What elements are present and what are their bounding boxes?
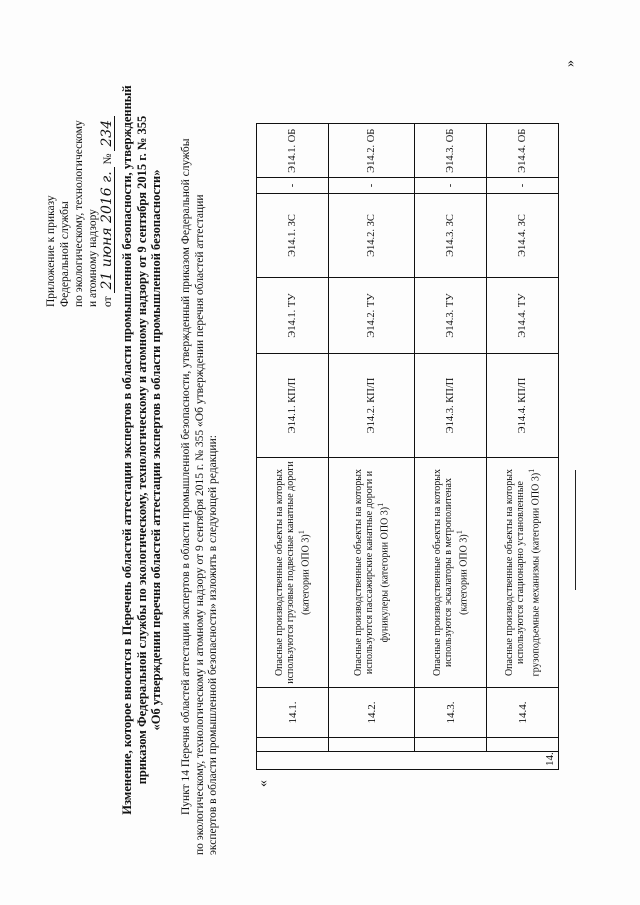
description-text: Опасные производственные объекты на которых используются пассажирские канатные дороги и фуникулеры (категории ОПО 3) [352, 468, 391, 677]
appendix-block [44, 67, 115, 307]
title-line-1: Изменение, которое вносится в Перечень областей аттестации экспертов в области промышленной безопасности, утвержденный [120, 85, 134, 815]
appendix-line-2: Федеральной службы [59, 201, 71, 307]
footnote-marker: 1 [526, 468, 536, 473]
tu-code-cell: Э14.1. ТУ [257, 278, 329, 354]
kp-code-cell: Э14.4. КП/П [487, 354, 559, 458]
ob-code-cell: Э14.4. ОБ [487, 124, 559, 178]
row-number-cell: 14.3. [415, 688, 487, 738]
row-number-cell: 14.4. [487, 688, 559, 738]
row-description-cell [415, 458, 487, 688]
open-quote: « [256, 780, 271, 787]
paragraph-line-2: по экологическому, технологическому и атомному надзору от 9 сентября 2015 г. № 355 «Об утверждении перечня областей аттестации [193, 194, 206, 855]
number-prefix: № [102, 153, 114, 165]
appendix-line-4: и атомному надзору [87, 209, 99, 307]
table-row [329, 71, 415, 770]
footnote-marker: 1 [454, 530, 464, 535]
zs-code-cell: Э14.4. ЗС [487, 194, 559, 278]
table-row [487, 71, 559, 770]
spacer-cell [487, 738, 559, 752]
paragraph-line-3: экспертов в области промышленной безопасности» изложить в следующей редакции: [207, 435, 219, 855]
description-text: Опасные производственные объекты на которых используются эскалаторы в метрополитенах (категории ОПО 3) [431, 468, 470, 677]
title-line-3: «Об утверждении перечня областей аттестации экспертов в области промышленной безопасности» [149, 169, 163, 731]
paragraph-line-1: Пункт 14 Перечня областей аттестации экспертов в области промышленной безопасности, утвержденный приказом Федеральной службы [180, 138, 192, 815]
kp-code-cell: Э14.3. КП/П [415, 354, 487, 458]
document-title [120, 50, 164, 850]
title-line-2: приказом Федеральной службы по экологическому, технологическому и атомному надзору от 9 сентября 2015 г. № 355 [134, 115, 149, 785]
kp-code-cell: Э14.2. КП/П [329, 354, 415, 458]
ob-code-cell: Э14.1. ОБ [257, 124, 329, 178]
dash-cell: - [487, 178, 559, 194]
row-description-cell [329, 458, 415, 688]
footnote-marker: 1 [375, 502, 385, 507]
tu-code-cell: Э14.2. ТУ [329, 278, 415, 354]
description-text: Опасные производственные объекты на которых используются стационарно установленные грузоподъемные механизмы (категории ОПО 3) [503, 468, 542, 677]
kp-code-cell: Э14.1. КП/П [257, 354, 329, 458]
close-quote: » [563, 60, 578, 67]
row-description-cell [487, 458, 559, 688]
ob-code-cell: Э14.3. ОБ [415, 124, 487, 178]
spacer-cell [257, 738, 329, 752]
spacer-cell [415, 738, 487, 752]
group-number-cell: 14. [257, 752, 559, 770]
intro-paragraph [180, 35, 221, 855]
table-row [257, 71, 329, 770]
table-row [415, 71, 487, 770]
row-number-cell: 14.1. [257, 688, 329, 738]
spacer-cell [329, 738, 415, 752]
description-text: Опасные производственные объекты на которых используются грузовые подвесные канатные дороги (категории ОПО 3) [273, 461, 312, 684]
handwritten-number: 234 [100, 116, 115, 151]
appendix-line-3: по экологическому, технологическому [73, 120, 85, 307]
ob-code-cell: Э14.2. ОБ [329, 124, 415, 178]
zs-code-cell: Э14.2. ЗС [329, 194, 415, 278]
appendix-line-1: Приложение к приказу [45, 195, 57, 307]
separator-line [575, 470, 576, 590]
dash-cell: - [257, 178, 329, 194]
handwritten-date: 21 июня 2016 г. [100, 167, 115, 293]
footnote-marker: 1 [296, 530, 306, 535]
appendix-date-line [100, 67, 115, 307]
date-prefix: от [102, 296, 114, 307]
zs-code-cell: Э14.1. ЗС [257, 194, 329, 278]
attestation-table [256, 70, 559, 770]
zs-code-cell: Э14.3. ЗС [415, 194, 487, 278]
row-description-cell [257, 458, 329, 688]
dash-cell: - [415, 178, 487, 194]
row-number-cell: 14.2. [329, 688, 415, 738]
tu-code-cell: Э14.3. ТУ [415, 278, 487, 354]
tu-code-cell: Э14.4. ТУ [487, 278, 559, 354]
table-body [257, 71, 559, 770]
dash-cell: - [329, 178, 415, 194]
